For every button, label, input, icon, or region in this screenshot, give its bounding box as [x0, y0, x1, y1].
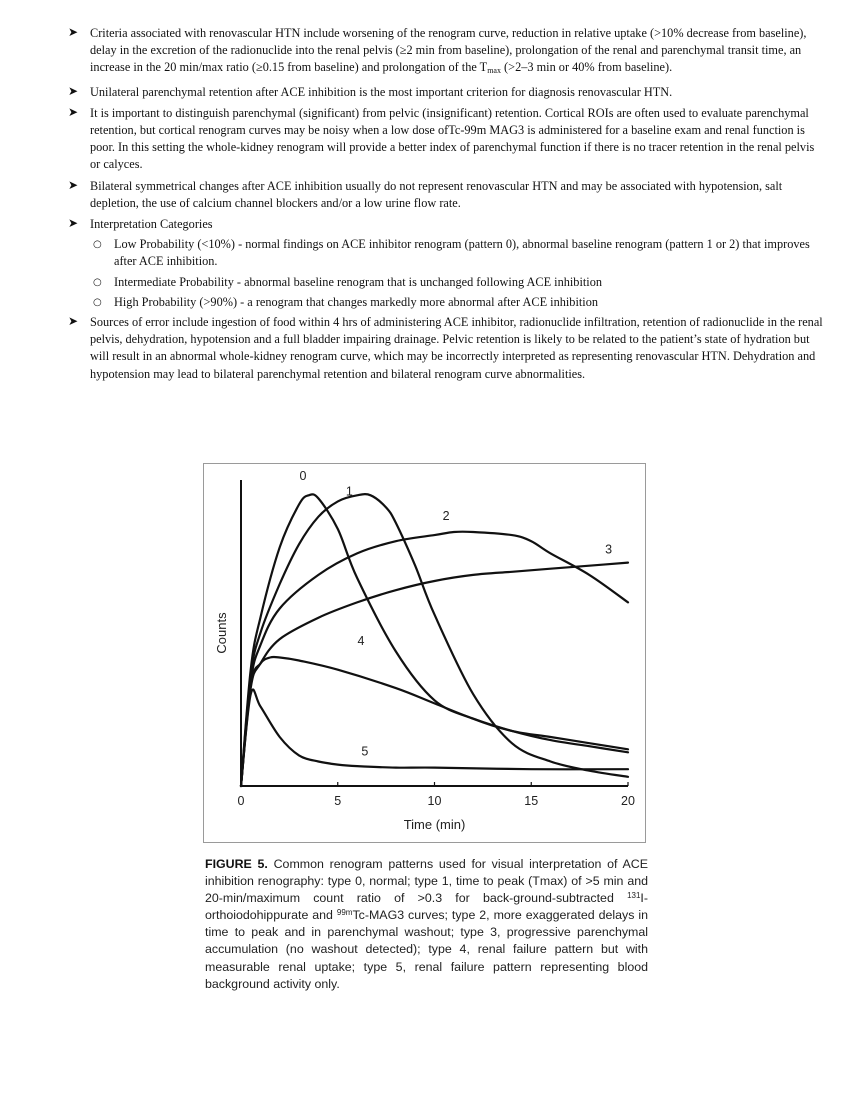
superscript-text: 131: [627, 891, 641, 901]
sub-bullet-low: [66, 236, 826, 270]
curve-label-5: 5: [361, 744, 369, 759]
bullet-criteria: [66, 25, 826, 80]
chart-labels: [299, 469, 612, 758]
bullet-text: Sources of error include ingestion of food within 4 hrs of administering ACE inhibitor, radionuclide infiltration, retention of radionuclide in the renal pelvis, dehydration, hypotension and a full bladder impairing drainage. Pelvic retention is likely to be related to the patient’s state of hydration but will result in an abnormal whole-kidney renogram curve, which may be incorrectly interpreted as representing renovascular HTN. Dehydration and hypotension may lead to bilateral parenchymal retention and bilateral renogram curve abnormalities.: [90, 315, 823, 381]
caption-text: Tc-MAG3 curves; type 2, more exaggerated delays in time to peak and in parenchymal washout; type 3, progressive parenchymal accumulation (no washout detected); type 4, renal failure pattern but with measurable renal uptake; type 5, renal failure pattern representing blood background activity only.: [205, 908, 648, 991]
bullet-text: Bilateral symmetrical changes after ACE inhibition usually do not represent renovascular HTN and may be associated with hypotension, salt depletion, the use of calcium channel blockers and/or a low urine flow rate.: [90, 178, 783, 210]
figure-label: FIGURE 5.: [205, 857, 268, 871]
sub-bullet-text: Intermediate Probability - abnormal baseline renogram that is unchanged following ACE inhibition: [114, 274, 603, 289]
curve-label-1: 1: [345, 484, 353, 499]
figure-frame: [203, 463, 646, 843]
subscript-text: max: [487, 66, 501, 76]
bullet-unilateral: [66, 84, 826, 101]
curve-type-1: [241, 494, 628, 786]
y-axis-label: Counts: [214, 612, 229, 654]
x-axis-label: Time (min): [403, 817, 466, 832]
curve-label-0: 0: [299, 469, 307, 483]
arrowhead-bullet-icon: ➤: [68, 216, 79, 231]
bullet-heading: Interpretation Categories: [90, 217, 213, 232]
arrowhead-bullet-icon: ➤: [68, 83, 79, 98]
arrowhead-bullet-icon: ➤: [68, 314, 79, 329]
curve-label-2: 2: [442, 508, 450, 523]
curve-label-4: 4: [357, 634, 365, 649]
chart-curves: [241, 494, 628, 786]
arrowhead-bullet-icon: ➤: [68, 104, 79, 119]
circle-bullet-icon: ○: [93, 239, 102, 251]
bullet-text: Criteria associated with renovascular HTN include worsening of the renogram curve, reduction in relative uptake (>10% decrease from baseline), delay in the excretion of the radionuclide into the renal pelvis (≥2 min from baseline), prolongation of the renal and parenchymal transit time, an increase in the 20 min/max ratio (≥0.15 from baseline) and prolongation of the T: [90, 26, 807, 75]
bullet-interpretation: [66, 216, 826, 233]
x-tick-label: 0: [237, 794, 245, 808]
x-tick-label: 15: [524, 794, 539, 808]
circle-bullet-icon: ○: [93, 296, 102, 308]
sub-bullet-text: High Probability (>90%) - a renogram that changes markedly more abnormal after ACE inhibition: [114, 294, 598, 309]
caption-text: Common renogram patterns used for visual interpretation of ACE inhibition renography: type 0, normal; type 1, time to peak (Tmax) of >5 min and 20-min/maximum count ratio of >0.3 for back-ground-subtracted: [205, 857, 648, 906]
bullet-bilateral: [66, 178, 826, 212]
renogram-chart: [204, 464, 647, 844]
bullet-text: It is important to distinguish parenchymal (significant) from pelvic (insignificant) retention. Cortical ROIs are often used to evaluate parenchymal retention, but cortical renogram curves may be noisy when a low dose ofTc-99m MAG3 is administered for a baseline exam and renal function is poor. In this setting the whole-kidney renogram will provide a better index of parenchymal function if there is no tracer retention in the renal pelvis or calyces.: [90, 105, 815, 172]
bullet-text: (>2–3 min or 40% from baseline).: [500, 60, 673, 75]
sub-bullet-high: [66, 294, 826, 311]
circle-bullet-icon: ○: [93, 276, 102, 288]
curve-label-3: 3: [605, 542, 613, 557]
curve-type-3: [241, 563, 628, 786]
bullet-text: Unilateral parenchymal retention after ACE inhibition is the most important criterion for diagnosis renovascular HTN.: [90, 84, 673, 99]
chart-axes: [214, 480, 635, 832]
caption-text: I-orthoiodohippurate and: [205, 891, 648, 923]
bullet-errors: [66, 314, 826, 383]
arrowhead-bullet-icon: ➤: [68, 177, 79, 192]
x-tick-label: 5: [334, 794, 342, 808]
superscript-text: 99m: [336, 908, 353, 918]
bullet-list: [66, 25, 826, 387]
arrowhead-bullet-icon: ➤: [68, 25, 79, 39]
sub-bullet-intermediate: [66, 274, 826, 291]
bullet-distinguish: [66, 105, 826, 174]
x-tick-label: 20: [621, 794, 635, 808]
curve-type-2: [241, 532, 628, 786]
sub-bullet-text: Low Probability (<10%) - normal findings on ACE inhibitor renogram (pattern 0), abnormal baseline renogram (pattern 1 or 2) that improves after ACE inhibition.: [114, 237, 810, 269]
figure-caption: [205, 856, 648, 993]
x-tick-label: 10: [427, 794, 442, 808]
